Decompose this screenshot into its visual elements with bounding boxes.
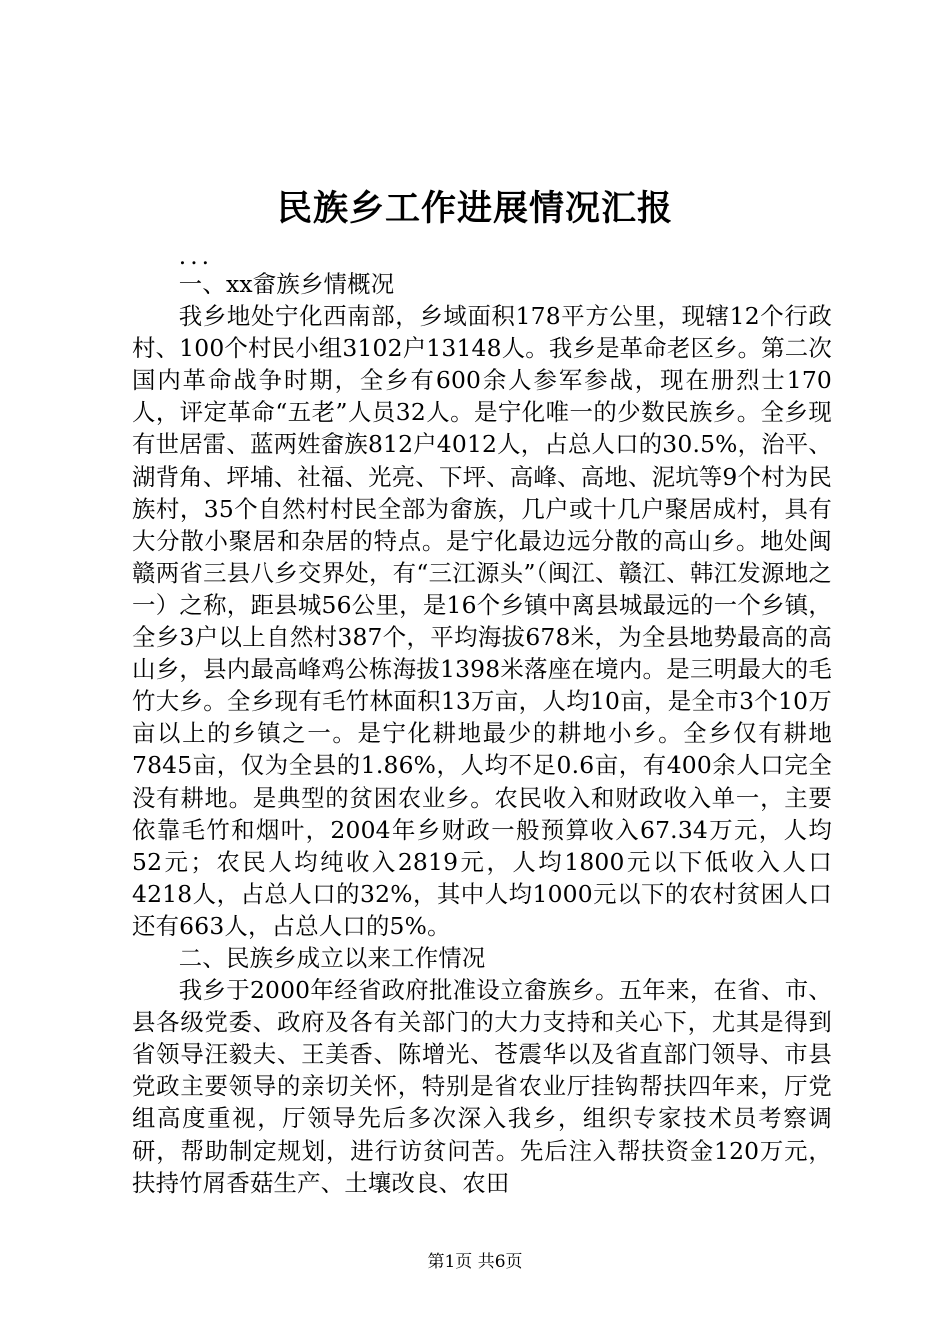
section-paragraph-1: 我乡地处宁化西南部，乡域面积178平方公里，现辖12个行政村、100个村民小组3102户13148人。我乡是革命老区乡。第二次国内革命战争时期，全乡有600余人参军参战，现在册烈士170人，评定革命“五老”人员32人。是宁化唯一的少数民族乡。全乡现有世居雷、蓝两姓畲族812户4012人，占总人口的30.5%，治平、湖背角、坪埔、社福、光亮、下坪、高峰、高地、泥坑等9个村为民族村，35个自然村村民全部为畲族，几户或十几户聚居成村，具有大分散小聚居和杂居的特点。是宁化最边远分散的高山乡。地处闽赣两省三县八乡交界处，有“三江源头”（闽江、赣江、韩江发源地之一）之称，距县城56公里，是16个乡镇中离县城最远的一个乡镇，全乡3户以上自然村387个，平均海拔678米，为全县地势最高的高山乡，县内最高峰鸡公栋海拔1398米落座在境内。是三明最大的毛竹大乡。全乡现有毛竹林面积13万亩，人均10亩，是全市3个10万亩以上的乡镇之一。是宁化耕地最少的耕地小乡。全乡仅有耕地7845亩，仅为全县的1.86%，人均不足0.6亩，有400余人口完全没有耕地。是典型的贫困农业乡。农民收入和财政收入单一，主要依靠毛竹和烟叶，2004年乡财政一般预算收入67.34万元，人均52元；农民人均纯收入2819元，人均1800元以下低收入人口4218人，占总人口的32%，其中人均1000元以下的农村贫困人口还有663人，占总人口的5%。 <box>132 302 832 940</box>
section-heading-1: 一、xx畲族乡情概况 <box>178 270 395 298</box>
page-number-footer: 第1页 共6页 <box>427 1252 523 1272</box>
section-paragraph-2: 我乡于2000年经省政府批准设立畲族乡。五年来，在省、市、县各级党委、政府及各有关部门的大力支持和关心下，尤其是得到省领导汪毅夫、王美香、陈增光、苍震华以及省直部门领导、市县党政主要领导的亲切关怀，特别是省农业厅挂钩帮扶四年来，厅党组高度重视，厅领导先后多次深入我乡，组织专家技术员考察调研，帮助制定规划，进行访贫问苦。先后注入帮扶资金120万元，扶持竹屑香菇生产、土壤改良、农田 <box>132 976 832 1197</box>
document-title: 民族乡工作进展情况汇报 <box>276 188 673 229</box>
ellipsis-marker: ... <box>178 242 214 270</box>
section-heading-2: 二、民族乡成立以来工作情况 <box>178 943 486 972</box>
document-body <box>132 242 832 1199</box>
